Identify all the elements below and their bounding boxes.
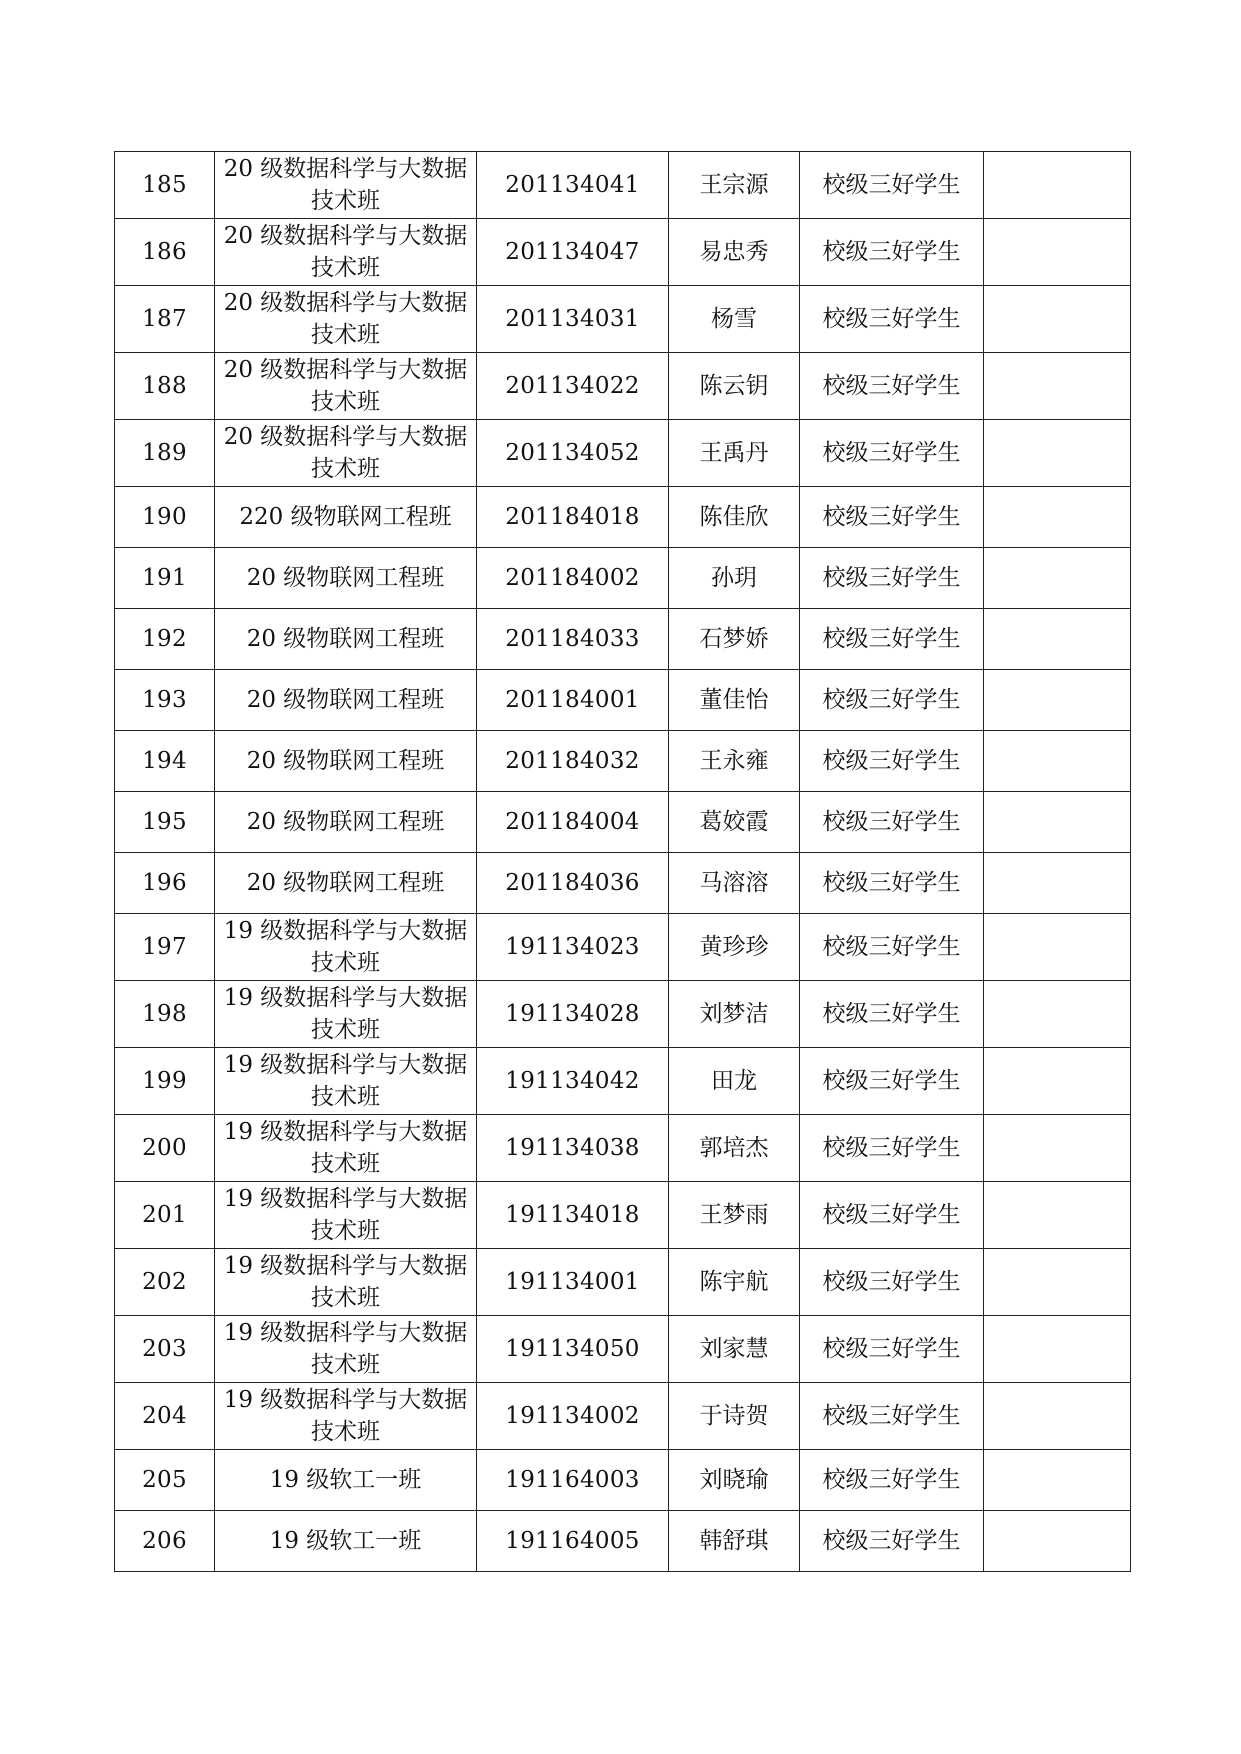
note-cell [984,1450,1131,1511]
note-cell [984,548,1131,609]
row-number-cell: 186 [115,219,215,286]
row-number-cell: 185 [115,152,215,219]
award-cell: 校级三好学生 [800,1182,984,1249]
class-name-cell: 20 级物联网工程班 [215,792,477,853]
student-id-cell: 201134052 [477,420,669,487]
student-name-cell: 陈佳欣 [669,487,800,548]
student-id-cell: 201134031 [477,286,669,353]
table-row [115,1383,1131,1450]
student-id-cell: 191164003 [477,1450,669,1511]
note-cell [984,792,1131,853]
student-name-cell: 王禹丹 [669,420,800,487]
award-cell: 校级三好学生 [800,548,984,609]
award-cell: 校级三好学生 [800,1249,984,1316]
award-roster-table [114,151,1131,1572]
student-name-cell: 陈宇航 [669,1249,800,1316]
note-cell [984,1511,1131,1572]
student-id-cell: 191134042 [477,1048,669,1115]
note-cell [984,1316,1131,1383]
row-number-cell: 199 [115,1048,215,1115]
note-cell [984,1048,1131,1115]
class-name-cell: 20 级数据科学与大数据技术班 [215,353,477,420]
row-number-cell: 206 [115,1511,215,1572]
note-cell [984,853,1131,914]
row-number-cell: 202 [115,1249,215,1316]
row-number-cell: 196 [115,853,215,914]
row-number-cell: 189 [115,420,215,487]
row-number-cell: 191 [115,548,215,609]
class-name-cell: 220 级物联网工程班 [215,487,477,548]
student-name-cell: 郭培杰 [669,1115,800,1182]
document-page [114,151,1130,1572]
student-id-cell: 201184033 [477,609,669,670]
note-cell [984,152,1131,219]
student-name-cell: 王永雍 [669,731,800,792]
award-cell: 校级三好学生 [800,1511,984,1572]
award-cell: 校级三好学生 [800,731,984,792]
table-row [115,731,1131,792]
class-name-cell: 19 级数据科学与大数据技术班 [215,1182,477,1249]
student-name-cell: 易忠秀 [669,219,800,286]
class-name-cell: 19 级数据科学与大数据技术班 [215,1249,477,1316]
row-number-cell: 198 [115,981,215,1048]
class-name-cell: 20 级物联网工程班 [215,609,477,670]
note-cell [984,1249,1131,1316]
award-cell: 校级三好学生 [800,152,984,219]
class-name-cell: 19 级软工一班 [215,1511,477,1572]
student-name-cell: 王梦雨 [669,1182,800,1249]
award-cell: 校级三好学生 [800,1383,984,1450]
class-name-cell: 19 级数据科学与大数据技术班 [215,1383,477,1450]
table-row [115,792,1131,853]
class-name-cell: 20 级物联网工程班 [215,548,477,609]
table-row [115,286,1131,353]
student-name-cell: 马溶溶 [669,853,800,914]
table-row [115,219,1131,286]
row-number-cell: 192 [115,609,215,670]
class-name-cell: 19 级数据科学与大数据技术班 [215,914,477,981]
row-number-cell: 197 [115,914,215,981]
table-row [115,609,1131,670]
note-cell [984,670,1131,731]
note-cell [984,219,1131,286]
student-id-cell: 191134028 [477,981,669,1048]
student-id-cell: 191164005 [477,1511,669,1572]
table-row [115,420,1131,487]
student-name-cell: 孙玥 [669,548,800,609]
roster-body [115,152,1131,1572]
row-number-cell: 201 [115,1182,215,1249]
student-id-cell: 201184004 [477,792,669,853]
row-number-cell: 188 [115,353,215,420]
student-name-cell: 杨雪 [669,286,800,353]
class-name-cell: 20 级物联网工程班 [215,731,477,792]
student-name-cell: 刘家慧 [669,1316,800,1383]
row-number-cell: 190 [115,487,215,548]
class-name-cell: 20 级物联网工程班 [215,670,477,731]
award-cell: 校级三好学生 [800,487,984,548]
table-row [115,1249,1131,1316]
row-number-cell: 194 [115,731,215,792]
award-cell: 校级三好学生 [800,670,984,731]
class-name-cell: 19 级软工一班 [215,1450,477,1511]
award-cell: 校级三好学生 [800,1048,984,1115]
table-row [115,1115,1131,1182]
student-name-cell: 田龙 [669,1048,800,1115]
student-id-cell: 201184036 [477,853,669,914]
student-id-cell: 191134018 [477,1182,669,1249]
row-number-cell: 187 [115,286,215,353]
student-name-cell: 葛姣霞 [669,792,800,853]
class-name-cell: 20 级数据科学与大数据技术班 [215,152,477,219]
award-cell: 校级三好学生 [800,792,984,853]
class-name-cell: 20 级数据科学与大数据技术班 [215,286,477,353]
award-cell: 校级三好学生 [800,853,984,914]
table-row [115,1316,1131,1383]
award-cell: 校级三好学生 [800,1450,984,1511]
table-row [115,981,1131,1048]
table-row [115,487,1131,548]
class-name-cell: 20 级物联网工程班 [215,853,477,914]
table-row [115,914,1131,981]
student-name-cell: 董佳怡 [669,670,800,731]
class-name-cell: 20 级数据科学与大数据技术班 [215,219,477,286]
note-cell [984,914,1131,981]
student-id-cell: 201134047 [477,219,669,286]
table-row [115,152,1131,219]
note-cell [984,1383,1131,1450]
student-name-cell: 陈云钥 [669,353,800,420]
row-number-cell: 200 [115,1115,215,1182]
note-cell [984,731,1131,792]
award-cell: 校级三好学生 [800,1115,984,1182]
row-number-cell: 204 [115,1383,215,1450]
table-row [115,853,1131,914]
note-cell [984,286,1131,353]
student-name-cell: 于诗贺 [669,1383,800,1450]
row-number-cell: 205 [115,1450,215,1511]
table-row [115,670,1131,731]
student-id-cell: 191134001 [477,1249,669,1316]
award-cell: 校级三好学生 [800,420,984,487]
student-name-cell: 韩舒琪 [669,1511,800,1572]
note-cell [984,1182,1131,1249]
student-id-cell: 191134038 [477,1115,669,1182]
award-cell: 校级三好学生 [800,914,984,981]
award-cell: 校级三好学生 [800,609,984,670]
student-id-cell: 201134022 [477,353,669,420]
award-cell: 校级三好学生 [800,981,984,1048]
award-cell: 校级三好学生 [800,1316,984,1383]
student-name-cell: 王宗源 [669,152,800,219]
table-row [115,353,1131,420]
student-id-cell: 201184032 [477,731,669,792]
student-id-cell: 191134023 [477,914,669,981]
row-number-cell: 203 [115,1316,215,1383]
class-name-cell: 19 级数据科学与大数据技术班 [215,1316,477,1383]
student-name-cell: 黄珍珍 [669,914,800,981]
student-name-cell: 石梦娇 [669,609,800,670]
note-cell [984,609,1131,670]
class-name-cell: 20 级数据科学与大数据技术班 [215,420,477,487]
award-cell: 校级三好学生 [800,219,984,286]
table-row [115,1511,1131,1572]
row-number-cell: 195 [115,792,215,853]
student-name-cell: 刘晓瑜 [669,1450,800,1511]
class-name-cell: 19 级数据科学与大数据技术班 [215,1048,477,1115]
table-row [115,1182,1131,1249]
table-row [115,1450,1131,1511]
note-cell [984,981,1131,1048]
note-cell [984,420,1131,487]
award-cell: 校级三好学生 [800,353,984,420]
note-cell [984,353,1131,420]
class-name-cell: 19 级数据科学与大数据技术班 [215,981,477,1048]
table-row [115,1048,1131,1115]
student-id-cell: 191134002 [477,1383,669,1450]
student-id-cell: 201184002 [477,548,669,609]
student-id-cell: 191134050 [477,1316,669,1383]
class-name-cell: 19 级数据科学与大数据技术班 [215,1115,477,1182]
award-cell: 校级三好学生 [800,286,984,353]
student-name-cell: 刘梦洁 [669,981,800,1048]
student-id-cell: 201134041 [477,152,669,219]
note-cell [984,487,1131,548]
student-id-cell: 201184001 [477,670,669,731]
student-id-cell: 201184018 [477,487,669,548]
table-row [115,548,1131,609]
row-number-cell: 193 [115,670,215,731]
note-cell [984,1115,1131,1182]
